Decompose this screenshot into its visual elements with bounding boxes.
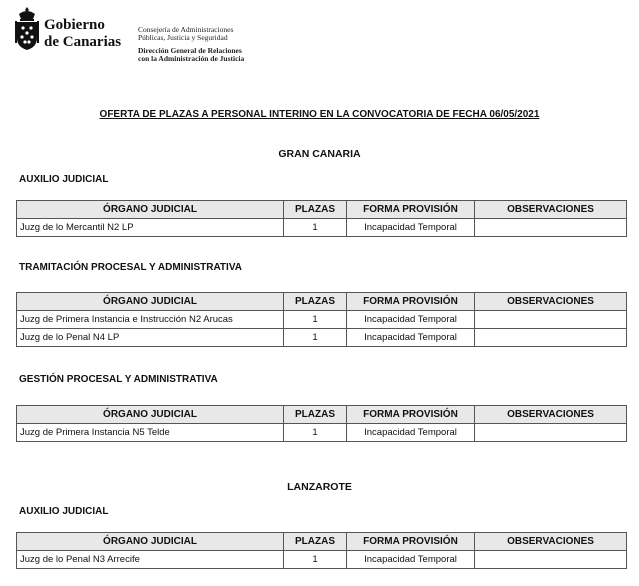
cell-forma: Incapacidad Temporal — [347, 424, 475, 442]
table-header-row — [17, 406, 627, 424]
government-name — [44, 17, 121, 51]
cell-plazas: 1 — [284, 329, 347, 347]
cell-plazas: 1 — [284, 219, 347, 237]
cell-observaciones — [475, 311, 627, 329]
col-header-observaciones: OBSERVACIONES — [475, 533, 627, 551]
cell-plazas: 1 — [284, 424, 347, 442]
col-header-organo: ÓRGANO JUDICIAL — [17, 201, 284, 219]
col-header-forma: FORMA PROVISIÓN — [347, 293, 475, 311]
dg-line-1: Dirección General de Relaciones — [138, 45, 242, 55]
cell-observaciones — [475, 551, 627, 569]
document-title: OFERTA DE PLAZAS A PERSONAL INTERINO EN LA CONVOCATORIA DE FECHA 06/05/2021 — [99, 109, 540, 120]
dept-line-2: Públicas, Justicia y Seguridad — [138, 33, 228, 43]
cell-organo: Juzg de lo Penal N4 LP — [17, 329, 284, 347]
cell-forma: Incapacidad Temporal — [347, 311, 475, 329]
dept-line-1: Consejería de Administraciones — [138, 25, 234, 34]
section-heading-tramitacion: TRAMITACIÓN PROCESAL Y ADMINISTRATIVA — [19, 262, 242, 273]
section-heading-gestion: GESTIÓN PROCESAL Y ADMINISTRATIVA — [19, 374, 218, 385]
table-row — [17, 424, 627, 442]
col-header-forma: FORMA PROVISIÓN — [347, 406, 475, 424]
table-row — [17, 219, 627, 237]
table-auxilio-judicial-gc — [16, 200, 627, 237]
cell-observaciones — [475, 219, 627, 237]
table-auxilio-judicial-lz — [16, 532, 627, 569]
col-header-observaciones: OBSERVACIONES — [475, 201, 627, 219]
dg-line-2: con la Administración de Justicia — [138, 54, 245, 64]
table-gestion-gc — [16, 405, 627, 442]
table-header-row — [17, 533, 627, 551]
cell-organo: Juzg de Primera Instancia e Instrucción N2 Arucas — [17, 311, 284, 329]
col-header-plazas: PLAZAS — [284, 293, 347, 311]
coat-of-arms-icon — [14, 6, 40, 56]
col-header-observaciones: OBSERVACIONES — [475, 406, 627, 424]
cell-organo: Juzg de lo Penal N3 Arrecife — [17, 551, 284, 569]
table-row — [17, 329, 627, 347]
col-header-plazas: PLAZAS — [284, 201, 347, 219]
table-header-row — [17, 293, 627, 311]
region-heading-lanzarote: LANZAROTE — [287, 481, 352, 493]
cell-observaciones — [475, 329, 627, 347]
cell-organo: Juzg de lo Mercantil N2 LP — [17, 219, 284, 237]
cell-forma: Incapacidad Temporal — [347, 551, 475, 569]
table-row — [17, 551, 627, 569]
cell-plazas: 1 — [284, 551, 347, 569]
table-header-row — [17, 201, 627, 219]
col-header-plazas: PLAZAS — [284, 533, 347, 551]
col-header-organo: ÓRGANO JUDICIAL — [17, 406, 284, 424]
table-tramitacion-gc — [16, 292, 627, 347]
section-heading-auxilio-judicial-lz: AUXILIO JUDICIAL — [19, 506, 109, 517]
gov-name-line-1: Gobierno — [44, 17, 105, 33]
section-heading-auxilio-judicial: AUXILIO JUDICIAL — [19, 174, 109, 185]
col-header-organo: ÓRGANO JUDICIAL — [17, 293, 284, 311]
col-header-observaciones: OBSERVACIONES — [475, 293, 627, 311]
col-header-organo: ÓRGANO JUDICIAL — [17, 533, 284, 551]
cell-plazas: 1 — [284, 311, 347, 329]
gov-name-line-2: de Canarias — [44, 34, 122, 50]
cell-forma: Incapacidad Temporal — [347, 219, 475, 237]
cell-observaciones — [475, 424, 627, 442]
table-row — [17, 311, 627, 329]
department-block — [138, 26, 244, 64]
region-heading-gran-canaria: GRAN CANARIA — [278, 148, 361, 160]
cell-organo: Juzg de Primera Instancia N5 Telde — [17, 424, 284, 442]
letterhead — [14, 6, 314, 68]
col-header-forma: FORMA PROVISIÓN — [347, 201, 475, 219]
col-header-plazas: PLAZAS — [284, 406, 347, 424]
col-header-forma: FORMA PROVISIÓN — [347, 533, 475, 551]
cell-forma: Incapacidad Temporal — [347, 329, 475, 347]
